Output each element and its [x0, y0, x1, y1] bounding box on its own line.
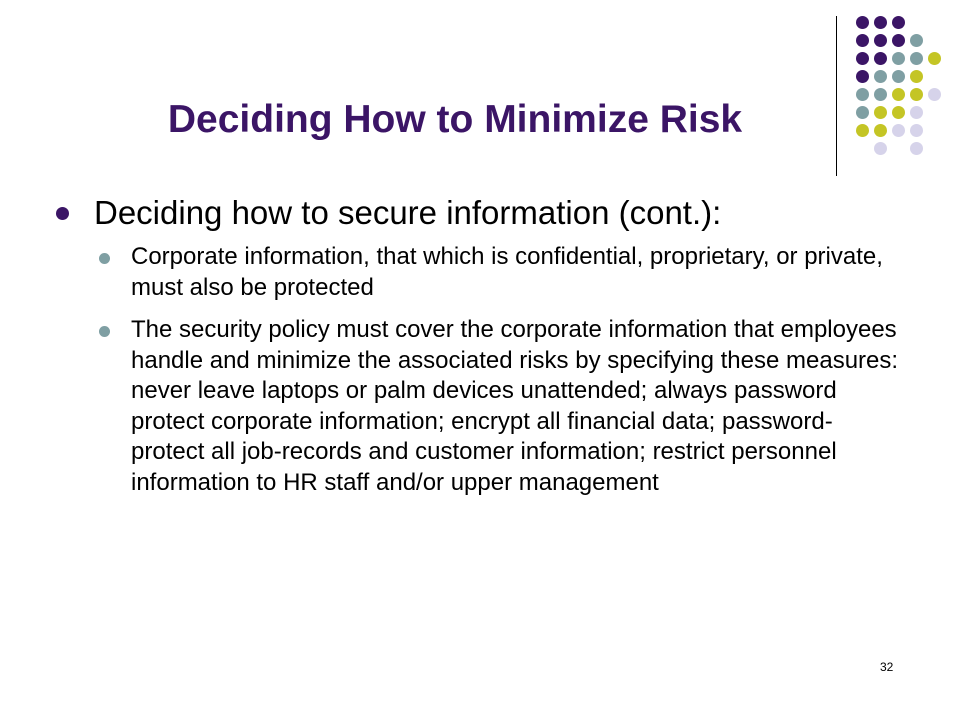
dot-olive — [892, 106, 905, 119]
sub-bullet-item — [99, 315, 919, 498]
dot-lavender — [910, 142, 923, 155]
dot-lavender — [874, 142, 887, 155]
dot-teal — [856, 88, 869, 101]
dot-teal — [874, 70, 887, 83]
dot-teal — [892, 52, 905, 65]
dot-olive — [874, 124, 887, 137]
dot-purple — [874, 52, 887, 65]
decorative-dot-grid — [852, 12, 948, 152]
dot-teal — [856, 106, 869, 119]
dot-purple — [856, 70, 869, 83]
dot-purple — [892, 34, 905, 47]
main-bullet-text: Deciding how to secure information (cont.): — [94, 194, 722, 231]
dot-olive — [928, 52, 941, 65]
bullet-dot-icon — [99, 253, 110, 264]
sub-bullet-text: Corporate information, that which is confidential, proprietary, or private, must also be protected — [131, 243, 883, 301]
sub-bullet-text: The security policy must cover the corporate information that employees handle and minimize the associated risks by specifying these measures: never leave laptops or palm devices unattended; always password protect corporate information; encrypt all financial data; password-protect all job-records and customer information; restrict personnel information to HR staff and/or upper management — [131, 316, 899, 496]
dot-purple — [856, 16, 869, 29]
dot-lavender — [910, 124, 923, 137]
bullet-dot-icon — [56, 207, 69, 220]
dot-purple — [874, 16, 887, 29]
dot-olive — [910, 88, 923, 101]
dot-lavender — [892, 124, 905, 137]
main-bullet — [56, 186, 721, 240]
dot-olive — [892, 88, 905, 101]
dot-purple — [856, 52, 869, 65]
dot-teal — [910, 34, 923, 47]
sub-bullet-list — [99, 242, 919, 510]
page-number: 32 — [880, 660, 894, 674]
dot-teal — [910, 52, 923, 65]
sub-bullet-item — [99, 242, 919, 303]
dot-teal — [874, 88, 887, 101]
slide-title: Deciding How to Minimize Risk — [167, 98, 743, 141]
dot-teal — [892, 70, 905, 83]
title-divider-line — [836, 16, 837, 176]
bullet-dot-icon — [99, 326, 110, 337]
dot-olive — [910, 70, 923, 83]
dot-purple — [892, 16, 905, 29]
dot-lavender — [928, 88, 941, 101]
dot-olive — [874, 106, 887, 119]
dot-purple — [874, 34, 887, 47]
dot-olive — [856, 124, 869, 137]
dot-purple — [856, 34, 869, 47]
dot-lavender — [910, 106, 923, 119]
